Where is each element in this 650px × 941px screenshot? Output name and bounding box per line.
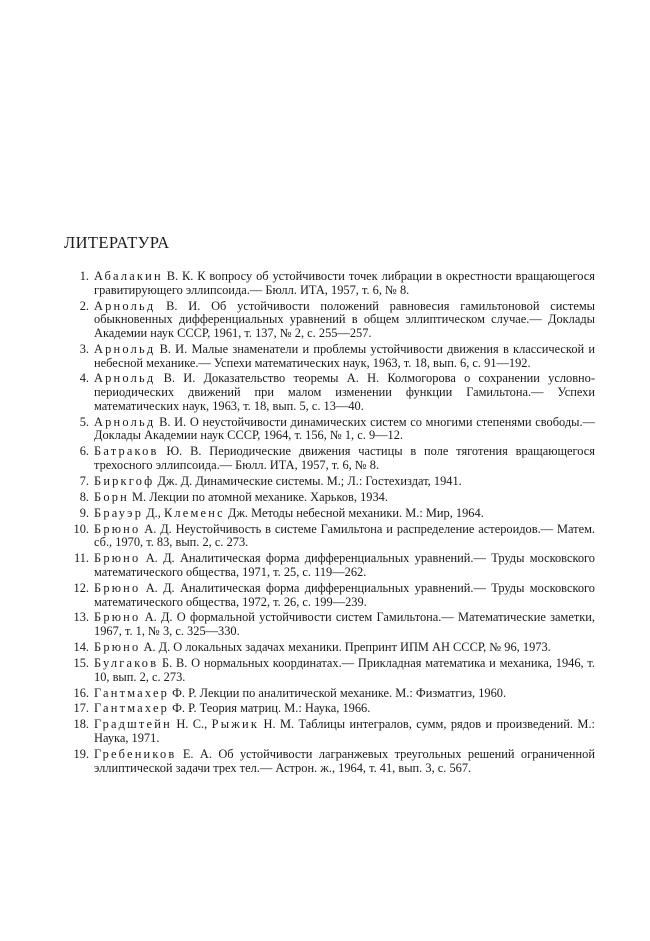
reference-initials: В. И. <box>155 298 201 313</box>
reference-number: 8. <box>79 489 89 504</box>
reference-number: 6. <box>79 444 89 459</box>
reference-number: 3. <box>79 341 89 356</box>
reference-author: Абалакин <box>94 269 163 283</box>
reference-number: 7. <box>79 473 89 488</box>
reference-number: 18. <box>73 717 89 732</box>
reference-text: О нормальных координатах.— Прикладная математика и механика, 1946, т. 10, вып. 2, с. 273. <box>94 655 595 684</box>
reference-list <box>50 270 595 777</box>
reference-number: 19. <box>73 746 89 761</box>
reference-author: Брюно <box>94 551 141 566</box>
reference-item <box>50 416 595 443</box>
reference-coauthor-group <box>207 717 294 731</box>
reference-initials: В. И. <box>155 341 188 356</box>
reference-text: Неустойчивость в системе Гамильтона и распределение астероидов.— Матем. сб., 1970, т. 83, вып. 2, с. 273. <box>94 521 596 550</box>
reference-coauthor-group <box>161 506 248 520</box>
reference-text: О формальной устойчивости систем Гамильтона.— Математические заметки, 1967, т. 1, № 3, с. 325—330. <box>94 610 595 639</box>
reference-text: Лекции по аналитической механике. М.: Физматгиз, 1960. <box>196 685 507 700</box>
reference-item <box>50 343 595 370</box>
reference-text: О неустойчивости динамических систем со многими степенями свободы.— Доклады Академии наук СССР, 1964, т. 156, № 1, с. 9—12. <box>94 414 595 443</box>
reference-item <box>50 507 595 521</box>
reference-initials: В. И. <box>155 414 187 429</box>
reference-item <box>50 748 595 775</box>
reference-number: 12. <box>73 580 89 595</box>
reference-item <box>50 475 595 489</box>
reference-item <box>50 702 595 716</box>
reference-text: Малые знаменатели и проблемы устойчивости движения в классической и небесной механике.— Успехи математических наук, 1963, т. 18, вып. 6, с. 91—192. <box>94 341 595 370</box>
reference-initials: Б. В. <box>158 655 188 670</box>
reference-initials: М. <box>128 489 147 504</box>
reference-initials: Дж. Д. <box>154 473 193 488</box>
reference-author: Брюно <box>94 640 141 655</box>
reference-item <box>50 300 595 341</box>
reference-author: Градштейн <box>94 717 172 732</box>
reference-author: Гантмахер <box>94 685 170 700</box>
reference-initials: Е. А. <box>176 746 212 761</box>
reference-number: 14. <box>73 640 89 655</box>
reference-initials: Ф. Р. <box>169 685 197 700</box>
reference-initials: Д., <box>143 505 161 520</box>
reference-text: Лекции по атомной механике. Харьков, 1934. <box>146 489 388 504</box>
reference-author: Арнольд <box>94 414 156 429</box>
reference-number: 9. <box>79 505 89 520</box>
reference-initials: А. Д. <box>140 521 172 536</box>
reference-initials: А. Д. <box>140 640 171 655</box>
reference-coauthor-initials: Дж. <box>224 505 248 520</box>
reference-number: 5. <box>79 414 89 429</box>
reference-author: Брауэр <box>94 505 144 520</box>
reference-text: Теория матриц. М.: Наука, 1966. <box>196 701 371 716</box>
reference-text: Аналитическая форма дифференциальных уравнений.— Труды московского математического общества, 1972, т. 26, с. 199—239. <box>94 580 595 609</box>
section-heading: ЛИТЕРАТУРА <box>64 233 170 252</box>
reference-text: О локальных задачах механики. Препринт ИПМ АН СССР, № 96, 1973. <box>170 640 551 655</box>
reference-author: Биркгоф <box>94 473 155 488</box>
reference-item <box>50 641 595 655</box>
reference-initials: Ф. Р. <box>169 701 197 716</box>
reference-author: Арнольд <box>94 341 156 356</box>
reference-author: Брюно <box>94 580 141 595</box>
reference-item <box>50 491 595 505</box>
reference-initials: В. К. <box>162 269 194 283</box>
reference-text: К вопросу об устойчивости точек либрации в окрестности вращающегося гравитирующего эллипсоида.— Бюлл. ИТА, 1957, т. 6, № 8. <box>94 269 595 297</box>
reference-text: Аналитическая форма дифференциальных уравнений.— Труды московского математического общества, 1971, т. 25, с. 119—262. <box>94 551 595 579</box>
reference-number: 4. <box>79 371 89 386</box>
reference-text: Об устойчивости положений равновесия гамильтоновой системы обыкновенных дифференциальных уравнений в общем эллиптическом случае.— Доклады Академии наук СССР, 1961, т. 137, № 2, с. 255—257. <box>94 298 595 340</box>
reference-author: Борн <box>94 489 129 504</box>
reference-author: Арнольд <box>94 298 156 313</box>
reference-coauthor: Рыжик <box>211 717 260 732</box>
reference-item <box>50 657 595 684</box>
reference-initials: Ю. В. <box>158 444 202 459</box>
reference-number: 13. <box>73 610 89 625</box>
reference-text: Доказательство теоремы А. Н. Колмогорова о сохранении условно-периодических движений при малом изменении функции Гамильтона.— Успехи математических наук, 1963, т. 18, вып. 5, с. 13—40. <box>94 371 595 413</box>
reference-author: Брюно <box>94 521 141 536</box>
reference-text: Методы небесной механики. М.: Мир, 1964. <box>248 505 484 520</box>
reference-item <box>50 372 595 413</box>
reference-number: 15. <box>73 655 89 670</box>
reference-item <box>50 582 595 609</box>
reference-number: 10. <box>73 521 89 536</box>
reference-item <box>50 445 595 472</box>
reference-text: Таблицы интегралов, сумм, рядов и произведений. М.: Наука, 1971. <box>94 717 595 745</box>
reference-initials: В. И. <box>155 371 196 386</box>
reference-number: 2. <box>79 298 89 313</box>
reference-item <box>50 270 595 297</box>
reference-item <box>50 718 595 745</box>
reference-initials: А. Д. <box>140 580 175 595</box>
reference-author: Гантмахер <box>94 701 170 716</box>
reference-initials: А. Д. <box>140 610 173 625</box>
reference-item <box>50 687 595 701</box>
reference-number: 17. <box>73 701 89 716</box>
reference-item <box>50 552 595 579</box>
reference-author: Батраков <box>94 444 159 459</box>
reference-text: Об устойчивости лагранжевых треугольных решений ограниченной эллиптической задачи трех тел.— Астрон. ж., 1964, т. 41, вып. 3, с. 567. <box>94 746 595 775</box>
reference-author: Арнольд <box>94 371 156 386</box>
reference-initials: Н. С., <box>171 717 208 732</box>
reference-text: Динамические системы. М.; Л.: Гостехиздат, 1941. <box>192 473 462 488</box>
reference-item <box>50 523 595 550</box>
reference-text: Периодические движения частицы в поле тяготения вращающегося трехосного эллипсоида.— Бюлл. ИТА, 1957, т. 6, № 8. <box>94 444 596 473</box>
reference-initials: А. Д. <box>140 551 175 566</box>
reference-item <box>50 611 595 638</box>
reference-author: Гребеников <box>94 746 177 761</box>
reference-number: 1. <box>79 269 89 283</box>
reference-coauthor-initials: Н. М. <box>259 717 295 732</box>
reference-number: 16. <box>73 685 89 700</box>
reference-number: 11. <box>73 551 89 566</box>
reference-author: Брюно <box>94 610 141 625</box>
reference-coauthor: Клеменс <box>163 505 225 520</box>
reference-author: Булгаков <box>94 655 159 670</box>
